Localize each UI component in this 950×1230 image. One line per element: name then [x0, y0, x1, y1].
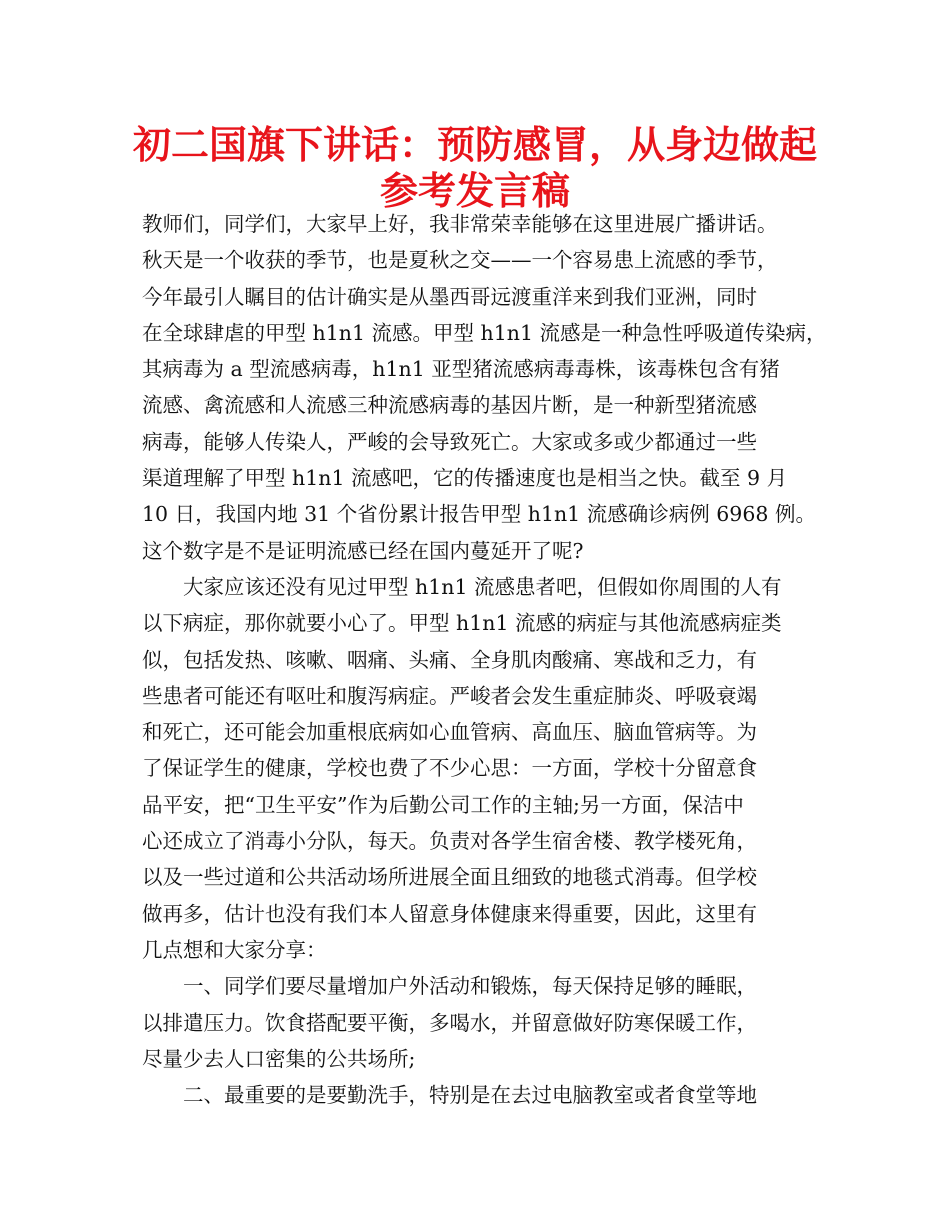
text-line: 以及一些过道和公共活动场所进展全面且细致的地毯式消毒。但学校: [142, 865, 757, 890]
text-line: 二、最重要的是要勤洗手，特别是在去过电脑教室或者食堂等地: [183, 1083, 757, 1108]
paragraph-3: [142, 968, 822, 1077]
paragraph-2: [142, 569, 822, 968]
text-line: 其病毒为 a 型流感病毒，h1n1 亚型猪流感病毒毒株，该毒株包含有猪: [142, 357, 780, 382]
text-line: 在全球肆虐的甲型 h1n1 流感。甲型 h1n1 流感是一种急性呼吸道传染病，: [142, 320, 827, 345]
text-line: 做再多，估计也没有我们本人留意身体健康来得重要，因此，这里有: [142, 901, 757, 926]
document-title-line-1: 初二国旗下讲话：预防感冒，从身边做起: [132, 123, 817, 167]
paragraph-1: [142, 206, 827, 569]
text-line: 尽量少去人口密集的公共场所;: [142, 1046, 416, 1071]
document-title-line-2: 参考发言稿: [379, 169, 570, 213]
text-line: 教师们，同学们，大家早上好，我非常荣幸能够在这里进展广播讲话。: [142, 212, 778, 236]
text-line: 和死亡，还可能会加重根底病如心血管病、高血压、脑血管病等。为: [142, 720, 757, 745]
text-line: 今年最引人瞩目的估计确实是从墨西哥远渡重洋来到我们亚洲，同时: [142, 284, 757, 309]
document-body: [142, 206, 827, 1113]
text-line: 些患者可能还有呕吐和腹泻病症。严峻者会发生重症肺炎、呼吸衰竭: [142, 683, 757, 708]
text-line: 心还成立了消毒小分队，每天。负责对各学生宿舍楼、教学楼死角，: [142, 829, 757, 854]
text-line: 渠道理解了甲型 h1n1 流感吧，它的传播速度也是相当之快。截至 9 月: [142, 466, 788, 491]
text-line: 大家应该还没有见过甲型 h1n1 流感患者吧，但假如你周围的人有: [183, 574, 782, 599]
text-line: 10 日，我国内地 31 个省份累计报告甲型 h1n1 流感确诊病例 6968 例。: [142, 502, 816, 527]
text-line: 一、同学们要尽量增加户外活动和锻炼，每天保持足够的睡眠，: [183, 974, 757, 999]
text-line: 这个数字是不是证明流感已经在国内蔓延开了呢?: [142, 538, 584, 563]
text-line: 以排遣压力。饮食搭配要平衡，多喝水，并留意做好防寒保暖工作，: [142, 1010, 757, 1035]
text-line: 病毒，能够人传染人，严峻的会导致死亡。大家或多或少都通过一些: [142, 429, 757, 454]
text-line: 以下病症，那你就要小心了。甲型 h1n1 流感的病症与其他流感病症类: [142, 611, 782, 636]
text-line: 秋天是一个收获的季节，也是夏秋之交——一个容易患上流感的季节，: [142, 248, 778, 273]
paragraph-4: [142, 1077, 822, 1113]
text-line: 似，包括发热、咳嗽、咽痛、头痛、全身肌肉酸痛、寒战和乏力，有: [142, 647, 757, 672]
text-line: 品平安，把“卫生平安”作为后勤公司工作的主轴;另一方面，保洁中: [142, 792, 744, 817]
text-line: 流感、禽流感和人流感三种流感病毒的基因片断，是一种新型猪流感: [142, 393, 757, 418]
text-line: 几点想和大家分享：: [142, 937, 327, 962]
text-line: 了保证学生的健康，学校也费了不少心思：一方面，学校十分留意食: [142, 756, 757, 781]
